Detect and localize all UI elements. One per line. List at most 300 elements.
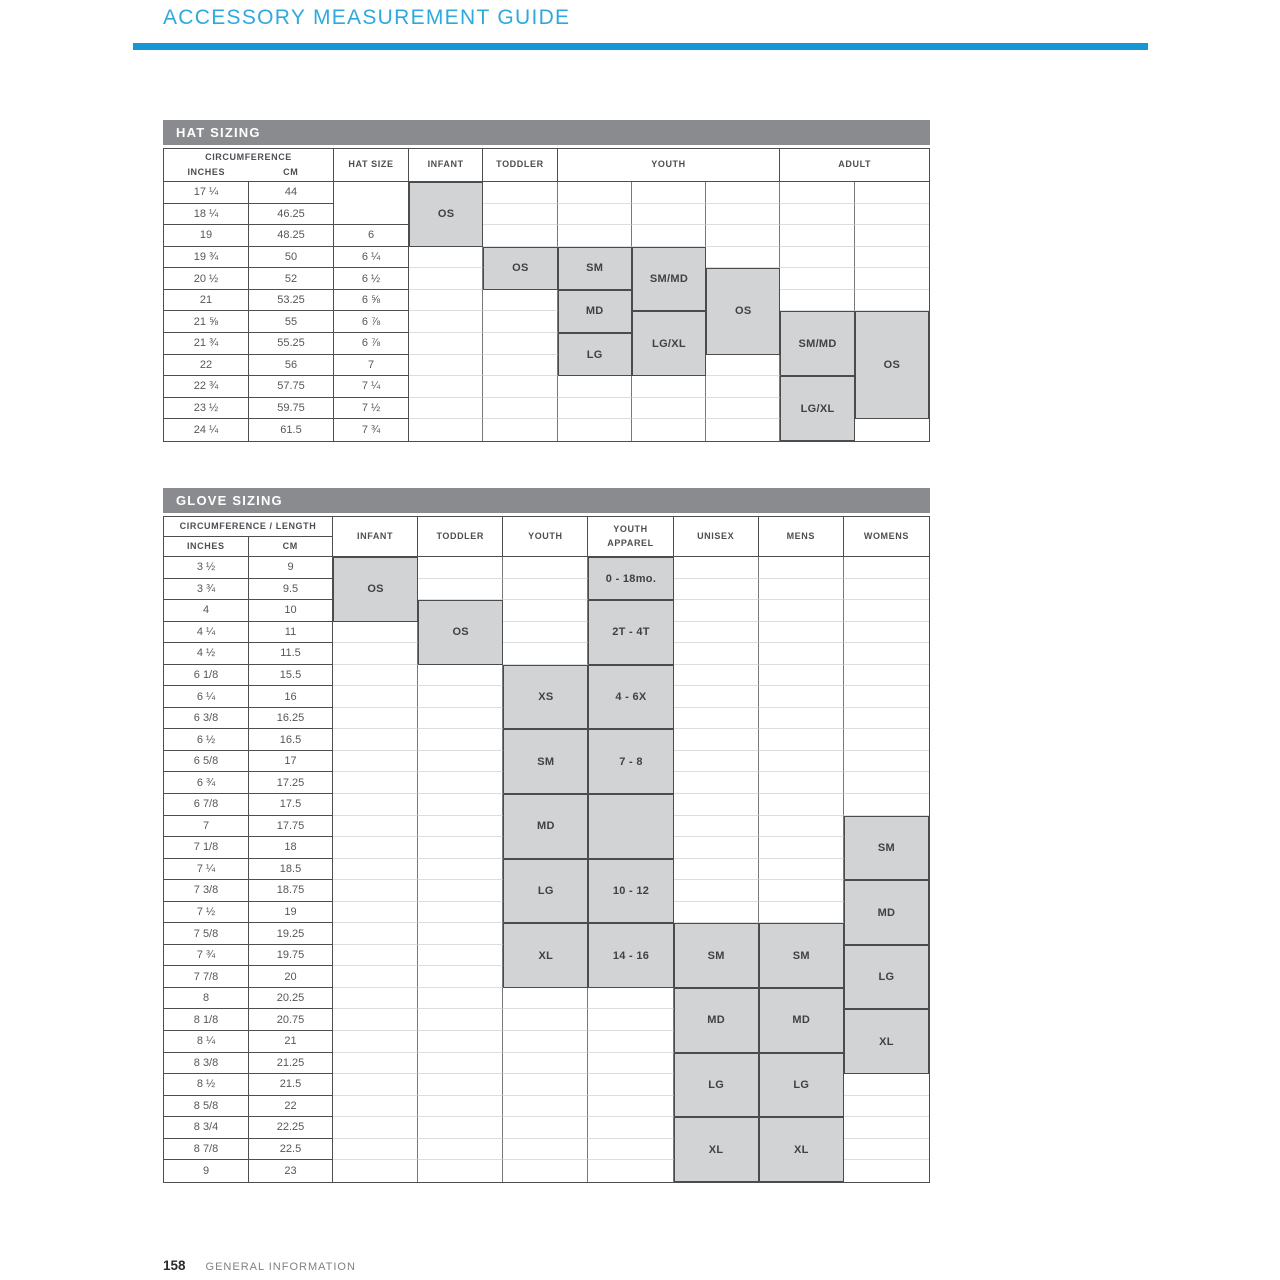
- adult-block-lg-xl: LG/XL: [780, 376, 854, 441]
- table-cell-r27-c9: [844, 1117, 929, 1139]
- page-number: 158: [163, 1258, 186, 1273]
- table-cell-r3-c6: [558, 225, 632, 247]
- table-cell-r28-c5: [503, 1139, 588, 1161]
- table-cell-r1-c1: 17 ¼: [164, 182, 249, 204]
- glove-header-unisex: UNISEX: [674, 517, 759, 556]
- table-cell-r22-c1: 8 1/8: [164, 1009, 249, 1031]
- table-cell-r23-c4: [418, 1031, 503, 1053]
- table-cell-r10-c7: [674, 751, 759, 773]
- table-cell-r2-c9: [780, 204, 854, 226]
- table-cell-r3-c2: 48.25: [249, 225, 334, 247]
- table-cell-r23-c3: [333, 1031, 418, 1053]
- table-cell-r12-c1: 24 ¼: [164, 419, 249, 441]
- table-cell-r22-c6: [588, 1009, 673, 1031]
- table-cell-r22-c5: [503, 1009, 588, 1031]
- table-cell-r29-c6: [588, 1160, 673, 1182]
- table-cell-r17-c8: [759, 902, 844, 924]
- table-cell-r9-c9: [844, 729, 929, 751]
- table-cell-r25-c5: [503, 1074, 588, 1096]
- hat-header-hat-size: HAT SIZE: [334, 149, 409, 181]
- table-cell-r8-c4: [418, 708, 503, 730]
- table-cell-r13-c7: [674, 816, 759, 838]
- table-cell-r23-c2: 21: [249, 1031, 333, 1053]
- table-cell-r17-c1: 7 ½: [164, 902, 249, 924]
- table-cell-r1-c4: [418, 557, 503, 579]
- table-cell-r6-c4: [409, 290, 483, 312]
- hat_size-block-empty: [334, 182, 409, 225]
- table-cell-r23-c1: 8 ¼: [164, 1031, 249, 1053]
- table-cell-r2-c1: 18 ¼: [164, 204, 249, 226]
- table-cell-r27-c3: [333, 1117, 418, 1139]
- table-cell-r3-c9: [780, 225, 854, 247]
- table-cell-r9-c4: [409, 355, 483, 377]
- table-cell-r12-c6: [558, 419, 632, 441]
- table-cell-r3-c7: [674, 600, 759, 622]
- table-cell-r9-c1: 6 ½: [164, 729, 249, 751]
- table-cell-r9-c2: 16.5: [249, 729, 333, 751]
- table-cell-r10-c1: 22 ¾: [164, 376, 249, 398]
- table-cell-r1-c9: [780, 182, 854, 204]
- youth-apparel-line2: APPAREL: [607, 537, 654, 548]
- table-cell-r2-c10: [855, 204, 929, 226]
- table-cell-r1-c10: [855, 182, 929, 204]
- hat-table-body: [163, 148, 930, 442]
- table-cell-r11-c5: [483, 398, 557, 420]
- table-cell-r14-c3: [333, 837, 418, 859]
- table-cell-r12-c9: [844, 794, 929, 816]
- table-cell-r13-c3: [333, 816, 418, 838]
- table-cell-r10-c4: [418, 751, 503, 773]
- table-cell-r22-c2: 20.75: [249, 1009, 333, 1031]
- table-cell-r19-c1: 7 ¾: [164, 945, 249, 967]
- table-cell-r19-c2: 19.75: [249, 945, 333, 967]
- table-cell-r3-c2: 10: [249, 600, 333, 622]
- glove-header-toddler: TODDLER: [418, 517, 503, 556]
- table-cell-r28-c1: 8 7/8: [164, 1139, 249, 1161]
- table-cell-r19-c3: [333, 945, 418, 967]
- unisex-block-lg: LG: [674, 1053, 759, 1118]
- youth-block-lg: LG: [503, 859, 588, 924]
- table-cell-r7-c5: [483, 311, 557, 333]
- footer: [163, 1258, 356, 1273]
- table-cell-r16-c8: [759, 880, 844, 902]
- table-cell-r8-c3: [333, 708, 418, 730]
- unisex-block-xl: XL: [674, 1117, 759, 1182]
- hat-sizing-table: [163, 120, 930, 442]
- table-cell-r6-c1: 21: [164, 290, 249, 312]
- table-cell-r9-c1: 22: [164, 355, 249, 377]
- table-cell-r12-c8: [759, 794, 844, 816]
- mens-block-md: MD: [759, 988, 844, 1053]
- table-cell-r1-c7: [674, 557, 759, 579]
- table-cell-r4-c2: 11: [249, 622, 333, 644]
- table-cell-r7-c8: [759, 686, 844, 708]
- table-cell-r8-c7: [674, 708, 759, 730]
- table-cell-r6-c9: [780, 290, 854, 312]
- table-cell-r12-c8: [706, 419, 780, 441]
- table-cell-r10-c1: 6 5/8: [164, 751, 249, 773]
- youth_apparel-block-0-18mo: 0 - 18mo.: [588, 557, 673, 600]
- table-cell-r8-c5: [483, 333, 557, 355]
- table-cell-r29-c1: 9: [164, 1160, 249, 1182]
- table-cell-r9-c3: 7: [334, 355, 409, 377]
- youth-block-md: MD: [503, 794, 588, 859]
- glove-header-youth: YOUTH: [503, 517, 588, 556]
- table-cell-r5-c8: [759, 643, 844, 665]
- table-cell-r3-c3: 6: [334, 225, 409, 247]
- youth-block-xs: XS: [503, 665, 588, 730]
- youth_apparel-block-empty: [588, 794, 673, 859]
- adult-block-os: OS: [855, 311, 929, 419]
- table-cell-r20-c2: 20: [249, 966, 333, 988]
- table-cell-r1-c6: [558, 182, 632, 204]
- table-cell-r16-c2: 18.75: [249, 880, 333, 902]
- table-cell-r13-c2: 17.75: [249, 816, 333, 838]
- youth-block-lg: LG: [558, 333, 632, 376]
- table-cell-r21-c3: [333, 988, 418, 1010]
- table-cell-r26-c1: 8 5/8: [164, 1096, 249, 1118]
- table-cell-r3-c1: 19: [164, 225, 249, 247]
- glove-header-circumference-length: [164, 517, 333, 556]
- table-cell-r5-c4: [409, 268, 483, 290]
- hat-table-title: HAT SIZING: [176, 125, 261, 140]
- table-cell-r2-c6: [558, 204, 632, 226]
- table-cell-r7-c3: [333, 686, 418, 708]
- table-cell-r11-c7: [632, 398, 706, 420]
- table-cell-r11-c4: [418, 772, 503, 794]
- cm-label: CM: [282, 540, 298, 551]
- table-cell-r10-c7: [632, 376, 706, 398]
- hat-header-circumference: [164, 149, 334, 181]
- table-cell-r10-c2: 57.75: [249, 376, 334, 398]
- glove-table-grid: [164, 557, 929, 1182]
- table-cell-r5-c10: [855, 268, 929, 290]
- mens-block-lg: LG: [759, 1053, 844, 1118]
- table-cell-r10-c5: [483, 376, 557, 398]
- table-cell-r13-c1: 7: [164, 816, 249, 838]
- table-cell-r12-c4: [409, 419, 483, 441]
- table-cell-r24-c1: 8 3/8: [164, 1053, 249, 1075]
- youth_apparel-block-7-8: 7 - 8: [588, 729, 673, 794]
- table-cell-r28-c3: [333, 1139, 418, 1161]
- table-cell-r21-c5: [503, 988, 588, 1010]
- table-cell-r7-c4: [409, 311, 483, 333]
- table-cell-r24-c4: [418, 1053, 503, 1075]
- table-cell-r4-c3: 6 ¼: [334, 247, 409, 269]
- table-cell-r24-c5: [503, 1053, 588, 1075]
- table-cell-r5-c3: [333, 643, 418, 665]
- table-cell-r2-c8: [759, 579, 844, 601]
- table-cell-r11-c3: [333, 772, 418, 794]
- table-cell-r23-c6: [588, 1031, 673, 1053]
- table-cell-r3-c8: [706, 225, 780, 247]
- youth_apparel-block-2t-4t: 2T - 4T: [588, 600, 673, 665]
- table-cell-r8-c1: 21 ¾: [164, 333, 249, 355]
- youth-block-os: OS: [706, 268, 780, 354]
- table-cell-r4-c1: 19 ¾: [164, 247, 249, 269]
- table-cell-r3-c7: [632, 225, 706, 247]
- table-cell-r29-c5: [503, 1160, 588, 1182]
- table-cell-r15-c3: [333, 859, 418, 881]
- youth-block-sm: SM: [558, 247, 632, 290]
- accent-rule: [133, 43, 1148, 50]
- toddler-block-os: OS: [483, 247, 557, 290]
- table-cell-r26-c9: [844, 1096, 929, 1118]
- table-cell-r2-c1: 3 ¾: [164, 579, 249, 601]
- womens-block-sm: SM: [844, 816, 929, 881]
- table-cell-r1-c5: [503, 557, 588, 579]
- table-cell-r11-c9: [844, 772, 929, 794]
- table-cell-r1-c2: 9: [249, 557, 333, 579]
- table-cell-r6-c10: [855, 290, 929, 312]
- table-cell-r15-c1: 7 ¼: [164, 859, 249, 881]
- youth-block-sm-md: SM/MD: [632, 247, 706, 312]
- footer-section-label: GENERAL INFORMATION: [205, 1261, 356, 1273]
- table-cell-r12-c4: [418, 794, 503, 816]
- table-cell-r15-c4: [418, 859, 503, 881]
- circumference-label: CIRCUMFERENCE: [205, 151, 292, 162]
- table-cell-r8-c2: 16.25: [249, 708, 333, 730]
- table-cell-r10-c6: [558, 376, 632, 398]
- table-cell-r10-c8: [759, 751, 844, 773]
- table-cell-r20-c4: [418, 966, 503, 988]
- table-cell-r7-c7: [674, 686, 759, 708]
- table-cell-r10-c2: 17: [249, 751, 333, 773]
- table-cell-r11-c1: 6 ¾: [164, 772, 249, 794]
- table-cell-r9-c8: [706, 355, 780, 377]
- glove-header-infant: INFANT: [333, 517, 418, 556]
- table-cell-r5-c5: [503, 643, 588, 665]
- mens-block-xl: XL: [759, 1117, 844, 1182]
- table-cell-r19-c4: [418, 945, 503, 967]
- table-cell-r11-c3: 7 ½: [334, 398, 409, 420]
- table-cell-r3-c8: [759, 600, 844, 622]
- table-cell-r21-c6: [588, 988, 673, 1010]
- table-cell-r26-c6: [588, 1096, 673, 1118]
- hat-header-youth: YOUTH: [558, 149, 781, 181]
- table-cell-r4-c9: [844, 622, 929, 644]
- table-cell-r4-c9: [780, 247, 854, 269]
- table-cell-r14-c4: [418, 837, 503, 859]
- table-cell-r17-c4: [418, 902, 503, 924]
- table-cell-r10-c4: [409, 376, 483, 398]
- glove-table-body: [163, 516, 930, 1183]
- table-cell-r8-c9: [844, 708, 929, 730]
- table-cell-r25-c1: 8 ½: [164, 1074, 249, 1096]
- table-cell-r2-c2: 46.25: [249, 204, 334, 226]
- table-cell-r5-c9: [780, 268, 854, 290]
- glove-sizing-table: [163, 488, 930, 1183]
- hat-header-infant: INFANT: [409, 149, 483, 181]
- table-cell-r2-c7: [632, 204, 706, 226]
- table-cell-r14-c1: 7 1/8: [164, 837, 249, 859]
- table-cell-r11-c4: [409, 398, 483, 420]
- table-cell-r6-c2: 53.25: [249, 290, 334, 312]
- table-cell-r5-c2: 52: [249, 268, 334, 290]
- table-cell-r12-c3: [333, 794, 418, 816]
- table-cell-r21-c2: 20.25: [249, 988, 333, 1010]
- table-cell-r10-c8: [706, 376, 780, 398]
- table-cell-r12-c2: 17.5: [249, 794, 333, 816]
- table-cell-r5-c9: [844, 643, 929, 665]
- table-cell-r6-c3: 6 ⅝: [334, 290, 409, 312]
- youth_apparel-block-14-16: 14 - 16: [588, 923, 673, 988]
- glove-table-header-row: [164, 517, 929, 557]
- table-cell-r27-c6: [588, 1117, 673, 1139]
- table-cell-r12-c1: 6 7/8: [164, 794, 249, 816]
- table-cell-r11-c1: 23 ½: [164, 398, 249, 420]
- table-cell-r29-c2: 23: [249, 1160, 333, 1182]
- table-cell-r11-c8: [706, 398, 780, 420]
- table-cell-r14-c8: [759, 837, 844, 859]
- table-cell-r4-c10: [855, 247, 929, 269]
- table-cell-r9-c5: [483, 355, 557, 377]
- womens-block-lg: LG: [844, 945, 929, 1010]
- table-cell-r1-c8: [759, 557, 844, 579]
- youth-block-xl: XL: [503, 923, 588, 988]
- table-cell-r24-c2: 21.25: [249, 1053, 333, 1075]
- table-cell-r24-c3: [333, 1053, 418, 1075]
- youth_apparel-block-4-6x: 4 - 6X: [588, 665, 673, 730]
- table-cell-r1-c1: 3 ½: [164, 557, 249, 579]
- glove-header-youth-apparel: [588, 517, 673, 556]
- table-cell-r28-c2: 22.5: [249, 1139, 333, 1161]
- table-cell-r22-c3: [333, 1009, 418, 1031]
- table-cell-r14-c7: [674, 837, 759, 859]
- unisex-block-sm: SM: [674, 923, 759, 988]
- table-cell-r8-c2: 55.25: [249, 333, 334, 355]
- table-cell-r10-c3: 7 ¼: [334, 376, 409, 398]
- infant-block-os: OS: [333, 557, 418, 622]
- table-cell-r11-c6: [558, 398, 632, 420]
- table-cell-r27-c4: [418, 1117, 503, 1139]
- table-cell-r7-c4: [418, 686, 503, 708]
- table-cell-r25-c6: [588, 1074, 673, 1096]
- table-cell-r5-c1: 4 ½: [164, 643, 249, 665]
- youth-block-lg-xl: LG/XL: [632, 311, 706, 376]
- table-cell-r4-c4: [409, 247, 483, 269]
- table-cell-r13-c8: [759, 816, 844, 838]
- table-cell-r7-c2: 55: [249, 311, 334, 333]
- table-cell-r5-c2: 11.5: [249, 643, 333, 665]
- table-cell-r1-c2: 44: [249, 182, 334, 204]
- table-cell-r4-c3: [333, 622, 418, 644]
- table-cell-r4-c2: 50: [249, 247, 334, 269]
- table-cell-r7-c1: 6 ¼: [164, 686, 249, 708]
- table-cell-r15-c7: [674, 859, 759, 881]
- table-cell-r15-c8: [759, 859, 844, 881]
- table-cell-r10-c9: [844, 751, 929, 773]
- womens-block-xl: XL: [844, 1009, 929, 1074]
- table-cell-r26-c4: [418, 1096, 503, 1118]
- table-cell-r11-c2: 17.25: [249, 772, 333, 794]
- table-cell-r7-c3: 6 ⅞: [334, 311, 409, 333]
- table-cell-r7-c2: 16: [249, 686, 333, 708]
- infant-block-os: OS: [409, 182, 483, 247]
- table-cell-r14-c2: 18: [249, 837, 333, 859]
- table-cell-r16-c1: 7 3/8: [164, 880, 249, 902]
- table-cell-r13-c4: [418, 816, 503, 838]
- table-cell-r1-c9: [844, 557, 929, 579]
- table-cell-r2-c7: [674, 579, 759, 601]
- table-cell-r20-c3: [333, 966, 418, 988]
- table-cell-r28-c4: [418, 1139, 503, 1161]
- table-cell-r3-c1: 4: [164, 600, 249, 622]
- table-cell-r22-c4: [418, 1009, 503, 1031]
- table-cell-r23-c5: [503, 1031, 588, 1053]
- table-cell-r26-c5: [503, 1096, 588, 1118]
- glove-header-mens: MENS: [759, 517, 844, 556]
- table-cell-r6-c5: [483, 290, 557, 312]
- table-cell-r8-c8: [759, 708, 844, 730]
- table-cell-r6-c7: [674, 665, 759, 687]
- table-cell-r6-c9: [844, 665, 929, 687]
- table-cell-r6-c1: 6 1/8: [164, 665, 249, 687]
- table-cell-r12-c7: [674, 794, 759, 816]
- table-cell-r28-c6: [588, 1139, 673, 1161]
- table-cell-r3-c9: [844, 600, 929, 622]
- table-cell-r6-c4: [418, 665, 503, 687]
- table-cell-r6-c2: 15.5: [249, 665, 333, 687]
- table-cell-r4-c5: [503, 622, 588, 644]
- table-cell-r11-c8: [759, 772, 844, 794]
- cm-label: CM: [283, 167, 299, 177]
- table-cell-r21-c1: 8: [164, 988, 249, 1010]
- table-cell-r9-c2: 56: [249, 355, 334, 377]
- table-cell-r12-c10: [855, 419, 929, 441]
- table-cell-r3-c10: [855, 225, 929, 247]
- table-cell-r25-c4: [418, 1074, 503, 1096]
- table-cell-r15-c2: 18.5: [249, 859, 333, 881]
- page-title: ACCESSORY MEASUREMENT GUIDE: [163, 6, 571, 29]
- table-cell-r16-c4: [418, 880, 503, 902]
- table-cell-r5-c1: 20 ½: [164, 268, 249, 290]
- womens-block-md: MD: [844, 880, 929, 945]
- table-cell-r5-c3: 6 ½: [334, 268, 409, 290]
- table-cell-r21-c4: [418, 988, 503, 1010]
- table-cell-r16-c7: [674, 880, 759, 902]
- table-cell-r1-c7: [632, 182, 706, 204]
- table-cell-r9-c4: [418, 729, 503, 751]
- table-cell-r2-c9: [844, 579, 929, 601]
- table-cell-r4-c8: [706, 247, 780, 269]
- table-cell-r25-c3: [333, 1074, 418, 1096]
- table-cell-r10-c3: [333, 751, 418, 773]
- table-cell-r9-c3: [333, 729, 418, 751]
- table-cell-r9-c8: [759, 729, 844, 751]
- youth_apparel-block-10-12: 10 - 12: [588, 859, 673, 924]
- table-cell-r17-c7: [674, 902, 759, 924]
- mens-block-sm: SM: [759, 923, 844, 988]
- table-cell-r1-c8: [706, 182, 780, 204]
- table-cell-r2-c4: [418, 579, 503, 601]
- table-cell-r28-c9: [844, 1139, 929, 1161]
- youth-apparel-line1: YOUTH: [613, 524, 648, 534]
- table-cell-r2-c2: 9.5: [249, 579, 333, 601]
- table-cell-r3-c5: [503, 600, 588, 622]
- glove-header-womens: WOMENS: [863, 530, 909, 541]
- hat-table-grid: [164, 182, 929, 441]
- table-cell-r18-c4: [418, 923, 503, 945]
- table-cell-r12-c7: [632, 419, 706, 441]
- circumference-length-label: CIRCUMFERENCE / LENGTH: [164, 517, 332, 537]
- table-cell-r4-c7: [674, 622, 759, 644]
- table-cell-r11-c2: 59.75: [249, 398, 334, 420]
- table-cell-r1-c5: [483, 182, 557, 204]
- unisex-block-md: MD: [674, 988, 759, 1053]
- inches-label: INCHES: [164, 537, 249, 556]
- table-cell-r7-c1: 21 ⅝: [164, 311, 249, 333]
